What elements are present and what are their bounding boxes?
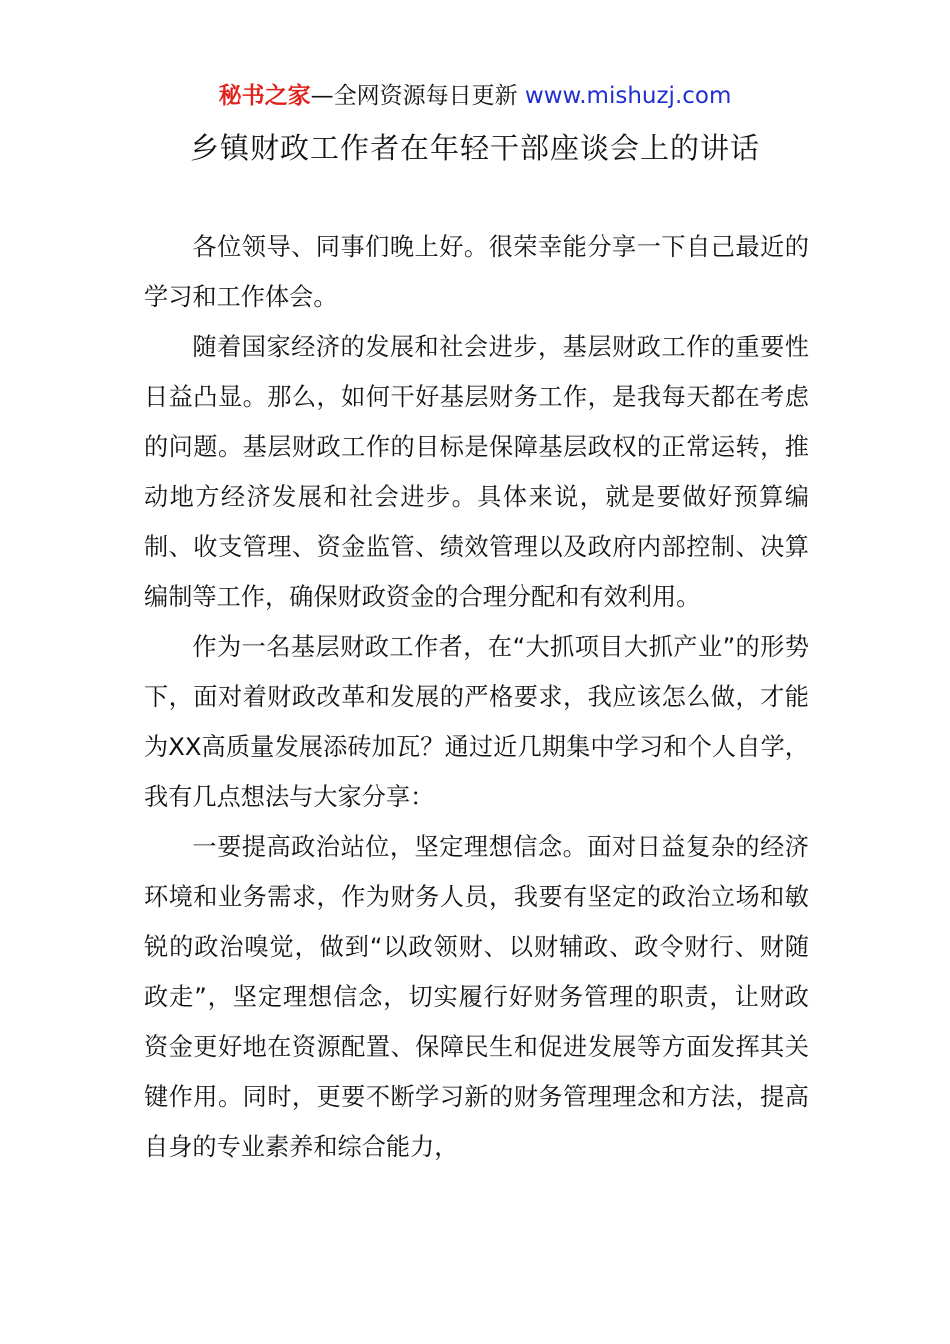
paragraph-greeting: 各位领导、同事们晚上好。很荣幸能分享一下自己最近的学习和工作体会。 (144, 233, 809, 311)
document-body (144, 222, 809, 1172)
paragraph-question: 作为一名基层财政工作者，在“大抓项目大抓产业”的形势下，面对着财政改革和发展的严格要求，我应该怎么做，才能为XX高质量发展添砖加瓦？通过近几期集中学习和个人自学，我有几点想法与大家分享： (144, 633, 809, 811)
document-title: 乡镇财政工作者在年轻干部座谈会上的讲话 (189, 131, 760, 165)
site-url-link[interactable]: www.mishuzj.com (524, 83, 732, 109)
brand-name: 秘书之家 (218, 83, 311, 109)
paragraph-point-one: 一要提高政治站位，坚定理想信念。面对日益复杂的经济环境和业务需求，作为财务人员，我要有坚定的政治立场和敏锐的政治嗅觉，做到“以政领财、以财辅政、政令财行、财随政走”，坚定理想信念，切实履行好财务管理的职责，让财政资金更好地在资源配置、保障民生和促进发展等方面发挥其关键作用。同时，更要不断学习新的财务管理理念和方法，提高自身的专业素养和综合能力， (144, 833, 809, 1161)
paragraph-background: 随着国家经济的发展和社会进步，基层财政工作的重要性日益凸显。那么，如何干好基层财务工作，是我每天都在考虑的问题。基层财政工作的目标是保障基层政权的正常运转，推动地方经济发展和社会进步。具体来说，就是要做好预算编制、收支管理、资金监管、绩效管理以及政府内部控制、决算编制等工作，确保财政资金的合理分配和有效利用。 (144, 333, 809, 611)
site-header (0, 80, 950, 112)
header-tagline: —全网资源每日更新 (310, 83, 525, 109)
